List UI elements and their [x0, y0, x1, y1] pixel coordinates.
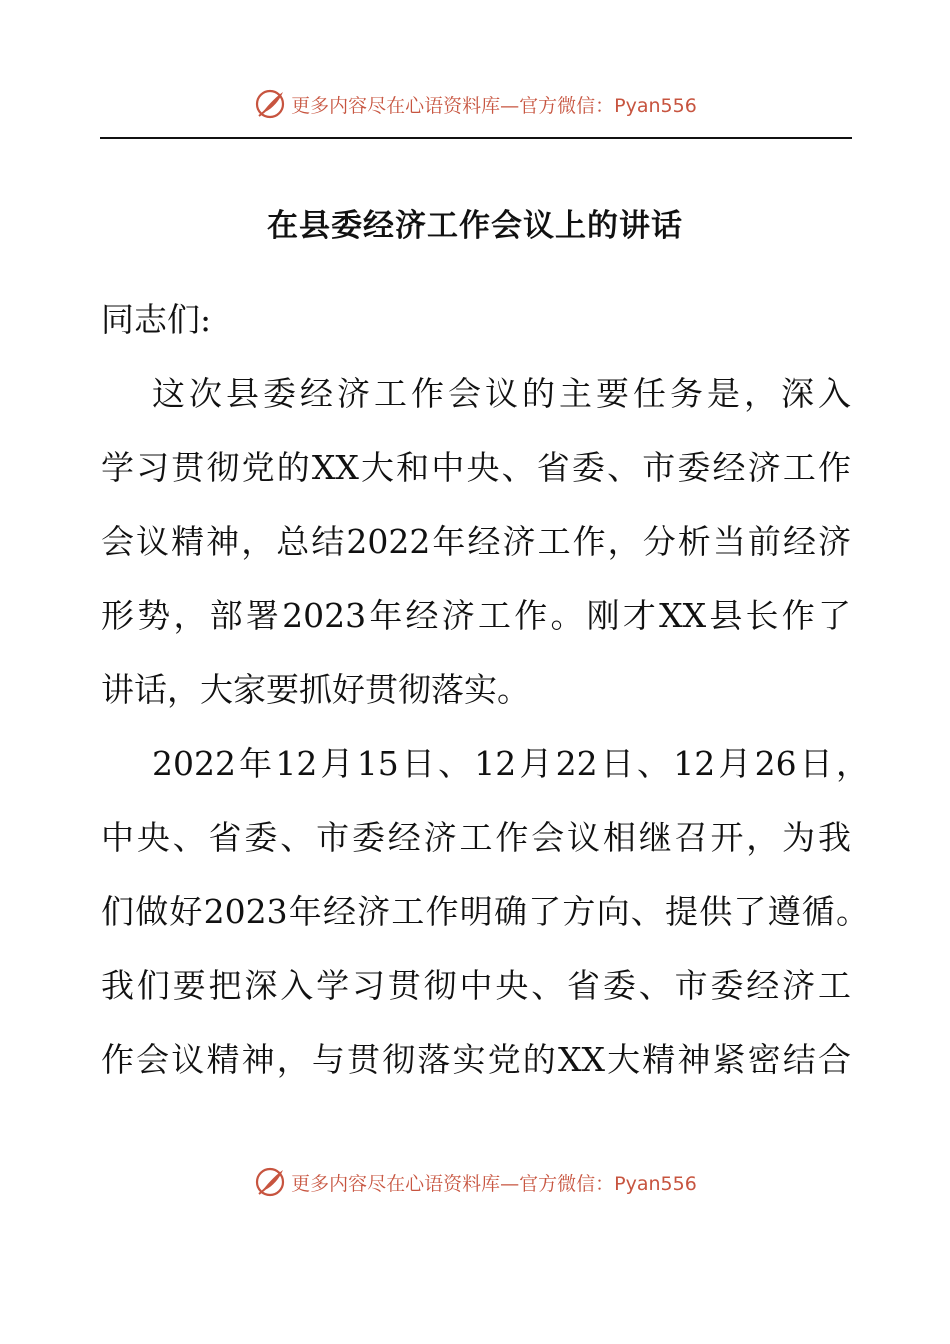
header-watermark — [0, 84, 950, 124]
header-divider — [100, 137, 852, 139]
quill-pen-logo-icon — [253, 1165, 287, 1199]
paragraph-line: 2022年12月15日、12月22日、12月26日， — [152, 744, 869, 783]
document-body — [101, 283, 871, 1097]
paragraph-line: 中央、省委、市委经济工作会议相继召开，为我 — [101, 818, 851, 857]
quill-pen-logo-icon — [253, 87, 287, 121]
paragraph-line: 讲话，大家要抓好贯彻落实。 — [101, 670, 530, 709]
footer-watermark — [0, 1162, 950, 1202]
paragraph-line: 学习贯彻党的XX大和中央、省委、市委经济工作 — [101, 448, 851, 487]
document-title: 在县委经济工作会议上的讲话 — [267, 208, 683, 244]
paragraph-line: 作会议精神，与贯彻落实党的XX大精神紧密结合 — [101, 1040, 851, 1079]
salutation: 同志们: — [101, 300, 212, 339]
paragraph-line: 形势，部署2023年经济工作。刚才XX县长作了 — [101, 596, 851, 635]
paragraph-line: 这次县委经济工作会议的主要任务是，深入 — [152, 374, 851, 413]
paragraph-line: 会议精神，总结2022年经济工作，分析当前经济 — [101, 522, 851, 561]
paragraph-line: 我们要把深入学习贯彻中央、省委、市委经济工 — [101, 966, 851, 1005]
watermark-text: 更多内容尽在心语资料库—官方微信：Pyan556 — [291, 94, 697, 117]
watermark-text: 更多内容尽在心语资料库—官方微信：Pyan556 — [291, 1172, 697, 1195]
paragraph-line: 们做好2023年经济工作明确了方向、提供了遵循。 — [101, 892, 869, 931]
